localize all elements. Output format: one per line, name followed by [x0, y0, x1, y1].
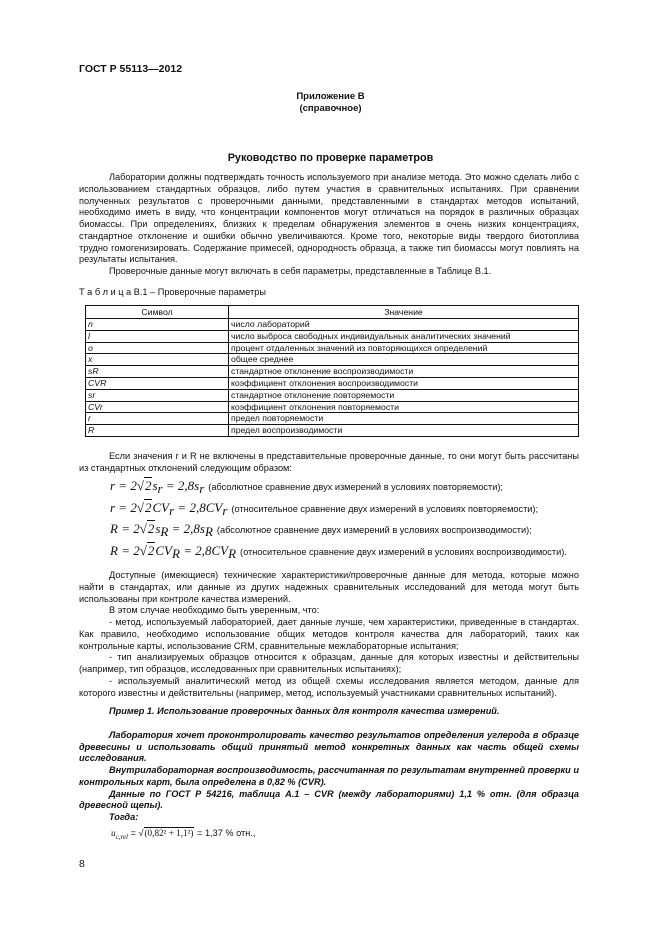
- formula-description: (абсолютное сравнение двух измерений в условиях воспроизводимости);: [216, 525, 532, 535]
- formula-sub: R: [160, 523, 169, 539]
- formula-radicand: 2: [144, 500, 152, 515]
- table-caption: Т а б л и ц а В.1 – Проверочные параметры: [79, 287, 266, 297]
- appendix-subtitle: (справочное): [299, 103, 362, 115]
- formula-mid: = 2,8: [179, 543, 212, 558]
- table-cell-symbol: n: [86, 319, 229, 331]
- section-title: Руководство по проверке параметров: [227, 152, 434, 164]
- example-title: Пример 1. Использование проверочных данных для контроля качества измерений.: [109, 706, 500, 716]
- bullet-2: - тип анализируемых образцов относится к образцам, данные для которых известны и действительны (например, тип образцов, исследованных при сравнительных испытаниях);: [79, 652, 579, 675]
- formula-rhs-sub: R: [228, 545, 237, 561]
- formula-rhs-var: s: [199, 521, 205, 536]
- table-cell-symbol: r: [86, 413, 229, 425]
- table-header-row: [86, 306, 579, 319]
- formula-mid: = 2,8: [162, 478, 195, 493]
- intro-paragraph-2: Проверочные данные могут включать в себя параметры, представленные в Таблице В.1.: [109, 266, 492, 277]
- formula-var: CV: [152, 500, 170, 515]
- formula-u: u: [111, 827, 116, 838]
- formula-mid: = 2,8: [168, 521, 200, 536]
- table-cell-value: число лабораторий: [229, 319, 579, 331]
- formula-rhs-sub: r: [222, 502, 228, 518]
- table-cell-value: общее среднее: [229, 354, 579, 366]
- page-number: 8: [79, 858, 85, 870]
- table-row: [86, 354, 579, 366]
- after-table-text: [79, 451, 579, 475]
- formula-var: CV: [155, 543, 172, 558]
- formula-u-sub: c,rel: [115, 832, 128, 841]
- formula-rhs-sub: r: [199, 480, 205, 496]
- table-row: [86, 425, 579, 437]
- table-cell-symbol: CVr: [86, 401, 229, 413]
- table-row: [86, 401, 579, 413]
- example-formula: [111, 828, 579, 842]
- table-cell-symbol: sR: [86, 366, 229, 378]
- formula-line: [110, 478, 503, 497]
- formula-radicand: (0,82² + 1,1²): [144, 827, 194, 838]
- formula-line: [110, 543, 567, 562]
- table-cell-value: коэффициент отклонения воспроизводимости: [229, 377, 579, 389]
- formula-lhs: R = 2: [110, 543, 140, 558]
- table-row: [86, 389, 579, 401]
- formula-lhs: r = 2: [110, 478, 137, 493]
- parameters-table: [85, 305, 579, 437]
- example-paragraph-3: Данные по ГОСТ Р 54216, таблица А.1 – CVR (между лабораториями) 1,1 % отн. (для образца древесной щепы).: [79, 788, 579, 811]
- table-cell-symbol: sr: [86, 389, 229, 401]
- sqrt-icon: √: [138, 827, 144, 838]
- table-cell-value: предел воспроизводимости: [229, 425, 579, 437]
- example-block: [79, 706, 579, 842]
- table-cell-value: число выброса свободных индивидуальных аналитических значений: [229, 330, 579, 342]
- formula-result: = 1,37 % отн.,: [194, 827, 256, 838]
- example-paragraph-2: Внутрилабораторная воспроизводимость, рассчитанная по результатам внутренней проверки и контрольных карт, была определена в 0,82 % (CVR).: [79, 765, 579, 787]
- table-cell-symbol: CVR: [86, 377, 229, 389]
- after-table-paragraph: Если значения r и R не включены в представительные проверочные данные, то они могут быть рассчитаны из стандартных отклонений следующим образом:: [79, 451, 579, 473]
- table-cell-value: стандартное отклонение повторяемости: [229, 389, 579, 401]
- formula-description: (абсолютное сравнение двух измерений в условиях повторяемости);: [208, 482, 503, 492]
- body-paragraph-1: Доступные (имеющиеся) технические характеристики/проверочные данные для метода, которые можно найти в стандартах, или данные из других надежных сравнительных исследований для метода могут быть использованы при контроле качества измерений.: [79, 570, 579, 604]
- table-cell-symbol: o: [86, 342, 229, 354]
- table-row: [86, 377, 579, 389]
- formula-radicand: 2: [147, 521, 155, 536]
- table-cell-symbol: l: [86, 330, 229, 342]
- table-cell-value: процент отдаленных значений из повторяющихся определений: [229, 342, 579, 354]
- example-paragraph-1: Лаборатория хочет проконтролировать качество результатов определения углерода в образце древесины и использовать общий принятый метод конкретных данных как часть общей схемы исследования.: [79, 729, 579, 764]
- appendix-title: Приложение В: [296, 91, 365, 102]
- table-cell-value: стандартное отклонение воспроизводимости: [229, 366, 579, 378]
- formula-lhs: R = 2: [110, 521, 140, 536]
- table-row: [86, 413, 579, 425]
- sqrt-icon: √: [139, 521, 147, 536]
- table-cell-symbol: R: [86, 425, 229, 437]
- formula-radicand: 2: [144, 478, 152, 493]
- formula-line: [110, 500, 538, 519]
- document-code: ГОСТ Р 55113—2012: [79, 63, 183, 75]
- formula-sub: r: [169, 502, 175, 518]
- example-then: Тогда:: [109, 812, 139, 823]
- table-cell-symbol: x: [86, 354, 229, 366]
- bullet-1: - метод, используемый лабораторией, дает данные лучше, чем характеристики, приведенные в стандартах. Как правило, необходимо использование общих методов контроля качества для лабораторий, таких как контрольные карты, использование CRM, сравнительные межлабораторные испытания;: [79, 617, 579, 651]
- formula-var: s: [152, 478, 158, 493]
- table-row: [86, 319, 579, 331]
- header-symbol: Символ: [86, 306, 229, 319]
- formula-rhs-var: CV: [205, 500, 223, 515]
- header-value: Значение: [229, 306, 579, 319]
- table-row: [86, 366, 579, 378]
- table-row: [86, 342, 579, 354]
- body-paragraph-2: В этом случае необходимо быть уверенным, что:: [109, 605, 320, 616]
- table-row: [86, 330, 579, 342]
- sqrt-icon: √: [136, 478, 144, 493]
- formula-radicand: 2: [147, 543, 155, 558]
- formula-sub: r: [157, 480, 163, 496]
- bullet-3: - используемый аналитический метод из общей схемы исследования является методом, данные для которого известны и действительны (например, метод, используемый участниками сравнительных испытаний).: [79, 675, 579, 698]
- intro-paragraph-1: Лаборатории должны подтверждать точность используемого при анализе метода. Это можно сделать либо с использованием стандартных образцов, либо путем участия в сравнительных испытаниях. При сравнении полученных результатов с проверочными данными, представленными в стандартах методов испытаний, необходимо иметь в виду, что концентрации компонентов могут отличаться на порядок в различных образцах биомассы. При определениях, близких к пределам обнаружения элементов в очень низких концентрациях, стандартное отклонение и ошибки обычно увеличиваются. Кроме того, некоторые виды твердого биотоплива трудно гомогенизировать. Содержание примесей, однородность образца, а также тип биомассы могут повлиять на результаты испытания.: [79, 172, 579, 265]
- formula-mid: = 2,8: [174, 500, 206, 515]
- formula-lhs: r = 2: [110, 500, 137, 515]
- formula-description: (относительное сравнение двух измерений в условиях воспроизводимости).: [240, 547, 567, 557]
- formula-rhs-var: s: [194, 478, 200, 493]
- formula-rhs-var: CV: [211, 543, 229, 558]
- formula-var: s: [155, 521, 161, 536]
- sqrt-icon: √: [136, 500, 144, 515]
- body-text: [79, 570, 579, 699]
- formula-sub: R: [171, 545, 180, 561]
- table-cell-value: коэффициент отклонения повторяемости: [229, 401, 579, 413]
- formula-eq: =: [127, 827, 139, 838]
- sqrt-icon: √: [139, 543, 147, 558]
- formula-line: [110, 521, 532, 540]
- formula-rhs-sub: R: [204, 523, 213, 539]
- intro-text: [79, 172, 579, 278]
- appendix-heading: [0, 91, 661, 116]
- formula-description: (относительное сравнение двух измерений в условиях повторяемости);: [231, 504, 539, 514]
- table-cell-value: предел повторяемости: [229, 413, 579, 425]
